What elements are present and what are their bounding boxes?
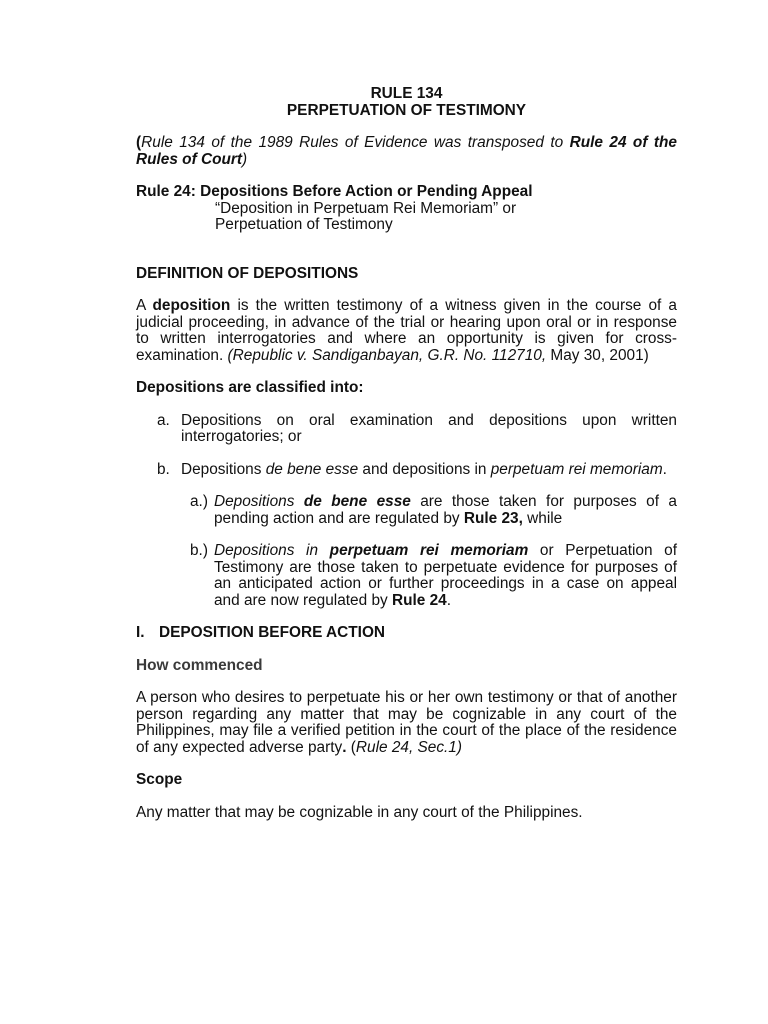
classification-heading: Depositions are classified into: <box>136 379 364 396</box>
item-b-term-de-bene-esse: de bene esse <box>265 460 359 478</box>
classification-subitem-a <box>136 494 677 527</box>
definition-heading: DEFINITION OF DEPOSITIONS <box>136 264 359 282</box>
scope-paragraph: Any matter that may be cognizable in any court of the Philippines. <box>136 803 583 821</box>
definition-body: is the written testimony of a witness given in the course of a judicial proceeding, in advance of the trial or hearing upon oral or in response to written interrogatories and where an opportunity is given for cross-examination. <box>136 297 677 364</box>
subitem-b-end: . <box>446 591 452 609</box>
item-b-label: b. <box>157 460 170 478</box>
how-commenced-citation: Rule 24, Sec.1) <box>355 738 462 756</box>
classification-item-b <box>136 462 677 479</box>
transposition-note <box>136 135 677 168</box>
how-commenced-text: A person who desires to perpetuate his or her own testimony or that of another person regarding any matter that may be cognizable in any court of the Philippines, may file a verified petition in the court of the place of the residence of any expected adverse party <box>136 689 677 756</box>
how-commenced-heading: How commenced <box>136 656 263 674</box>
definition-date: May 30, 2001) <box>546 346 649 364</box>
classification-item-a <box>136 413 677 446</box>
item-b-pre: Depositions <box>181 460 266 478</box>
subitem-a-rule: Rule 23, <box>463 509 523 527</box>
definition-pre: A <box>136 297 153 314</box>
note-rule-reference: Rule 24 of the Rules of Court <box>136 134 677 168</box>
subitem-a-term: de bene esse <box>303 493 411 510</box>
rule-name-title: PERPETUATION OF TESTIMONY <box>286 101 527 119</box>
rule24-subtitle-2: Perpetuation of Testimony <box>215 216 393 233</box>
subitem-b-label: b.) <box>190 542 208 559</box>
scope-heading: Scope <box>136 771 183 788</box>
note-open-paren: ( <box>136 134 142 151</box>
subitem-a-end: while <box>522 509 563 527</box>
definition-term: deposition <box>152 297 231 314</box>
subitem-a-text: are those taken for purposes of a pending action and are regulated by <box>214 493 677 527</box>
document-page <box>136 86 677 821</box>
how-commenced-paragraph <box>136 690 677 756</box>
subitem-b-term: perpetuam rei memoriam <box>329 542 529 559</box>
definition-citation: (Republic v. Sandiganbayan, G.R. No. 112710, <box>227 346 547 364</box>
rule-number-title: RULE 134 <box>370 85 443 102</box>
subitem-b-rule: Rule 24 <box>391 591 447 609</box>
how-commenced-period: . <box>342 738 347 756</box>
section-1-label: I. <box>136 624 145 641</box>
how-commenced-citation-open: ( <box>346 738 356 756</box>
section-1-heading <box>136 625 677 642</box>
definition-paragraph <box>136 298 677 364</box>
rule24-subtitle-1: “Deposition in Perpetuam Rei Memoriam” or <box>215 199 517 217</box>
subitem-b-text: or Perpetuation of Testimony are those taken to perpetuate evidence for purposes of an anticipated action or further proceedings in a case on appeal and are now regulated by <box>214 542 677 609</box>
item-b-mid: and depositions in <box>358 460 491 478</box>
note-close-paren: ) <box>242 150 248 168</box>
item-a-text: Depositions on oral examination and depositions upon written interrogatories; or <box>181 411 677 445</box>
subitem-b-italic: Depositions in <box>214 542 330 559</box>
note-italic-text: Rule 134 of the 1989 Rules of Evidence was transposed to <box>141 134 570 151</box>
item-a-label: a. <box>157 411 170 429</box>
item-b-end: . <box>662 460 667 478</box>
classification-subitem-b <box>136 543 677 609</box>
subitem-a-italic: Depositions <box>214 493 304 510</box>
item-b-term-perpetuam: perpetuam rei memoriam <box>490 460 663 478</box>
subitem-a-label: a.) <box>190 493 208 510</box>
rule24-heading: Rule 24: Depositions Before Action or Pending Appeal <box>136 183 533 200</box>
section-1-title: DEPOSITION BEFORE ACTION <box>159 624 386 641</box>
